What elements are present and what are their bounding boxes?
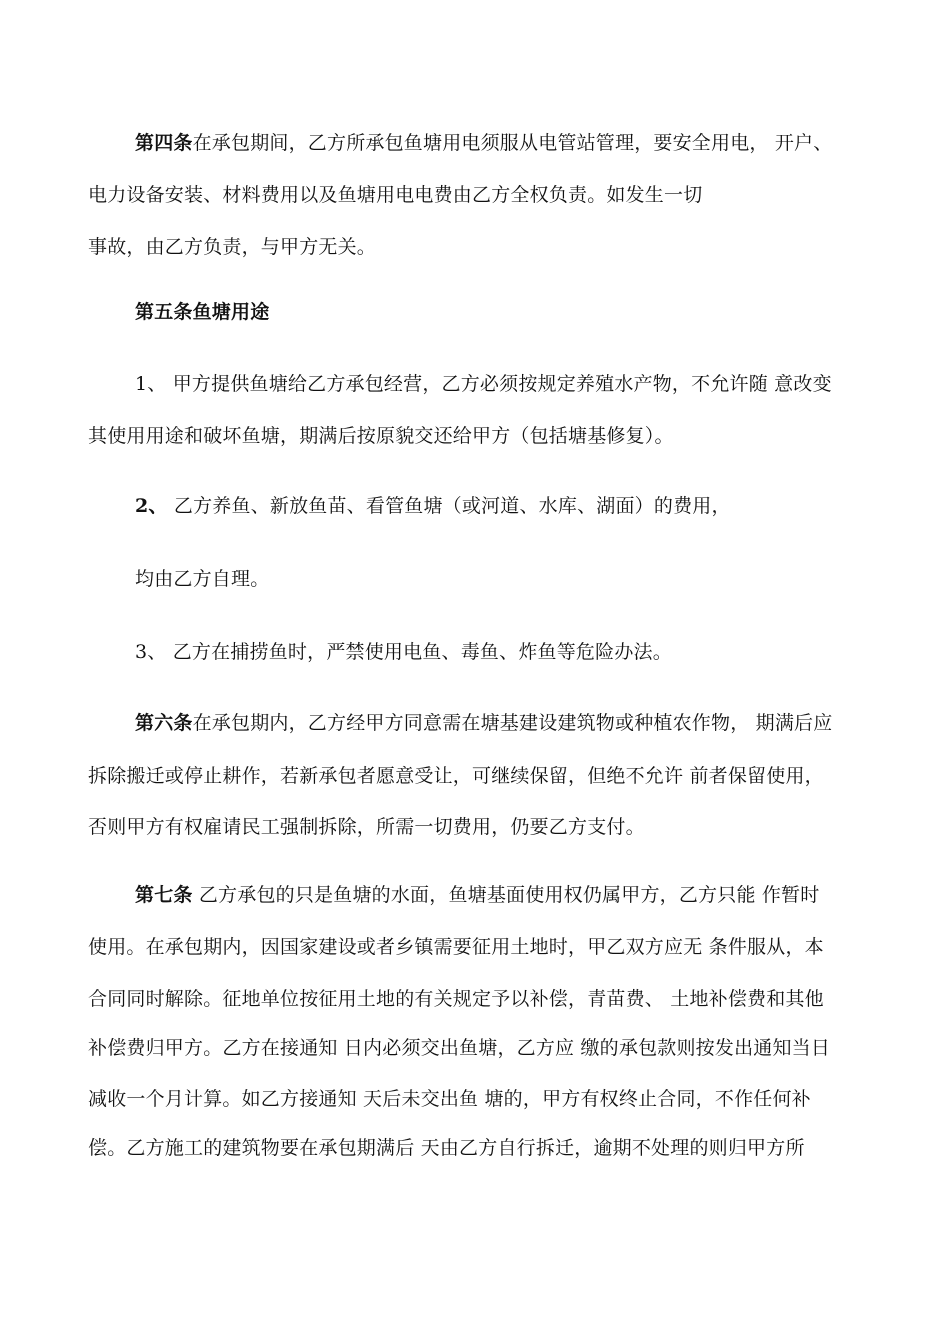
article-7-line-2: 使用。在承包期内，因国家建设或者乡镇需要征用土地时，甲乙双方应无 条件服从，本 [88,936,824,958]
article-6-line-1 [135,709,832,737]
article-6-line-2: 拆除搬迁或停止耕作，若新承包者愿意受让，可继续保留，但绝不允许 前者保留使用， [88,765,824,787]
article-6-title: 第六条 [135,712,193,734]
article-5-item-2-number: 2、 [135,495,168,517]
article-4-line-3: 事故，由乙方负责，与甲方无关。 [88,236,377,258]
article-7-line-4: 补偿费归甲方。乙方在接通知 日内必须交出鱼塘，乙方应 缴的承包款则按发出通知当日 [88,1037,831,1059]
article-7-text: 乙方承包的只是鱼塘的水面，鱼塘基面使用权仍属甲方，乙方只能 作暂时 [192,884,820,906]
article-5-item-2-line-1 [135,492,731,520]
article-5-item-1-line-1: 1、 甲方提供鱼塘给乙方承包经营，乙方必须按规定养殖水产物，不允许随 意改变 [135,373,832,395]
article-4-text: 在承包期间，乙方所承包鱼塘用电须服从电管站管理，要安全用电， 开户、 [192,132,833,154]
article-4-line-1 [135,129,832,157]
article-4-title: 第四条 [135,132,193,154]
article-5-heading: 第五条鱼塘用途 [135,301,270,323]
article-4-line-2: 电力设备安装、材料费用以及鱼塘用电电费由乙方全权负责。如发生一切 [88,184,703,206]
article-7-line-1 [135,881,820,909]
article-7-line-5: 减收一个月计算。如乙方接通知 天后未交出鱼 塘的，甲方有权终止合同，不作任何补 [88,1088,811,1110]
article-6-text: 在承包期内，乙方经甲方同意需在塘基建设建筑物或种植农作物， 期满后应 [192,712,833,734]
article-6-line-3: 否则甲方有权雇请民工强制拆除，所需一切费用，仍要乙方支付。 [88,816,645,838]
article-7-title: 第七条 [135,884,193,906]
article-7-line-6: 偿。乙方施工的建筑物要在承包期满后 天由乙方自行拆迁，逾期不处理的则归甲方所 [88,1137,805,1159]
article-5-item-2-line-2: 均由乙方自理。 [135,568,270,590]
article-5-item-3: 3、 乙方在捕捞鱼时，严禁使用电鱼、毒鱼、炸鱼等危险办法。 [135,641,672,663]
article-7-line-3: 合同同时解除。征地单位按征用土地的有关规定予以补偿，青苗费、 土地补偿费和其他 [88,988,824,1010]
article-5-item-1-line-2: 其使用用途和破坏鱼塘，期满后按原貌交还给甲方（包括塘基修复）。 [88,425,674,447]
article-5-item-2-text: 乙方养鱼、新放鱼苗、看管鱼塘（或河道、水库、湖面）的费用， [167,495,731,517]
